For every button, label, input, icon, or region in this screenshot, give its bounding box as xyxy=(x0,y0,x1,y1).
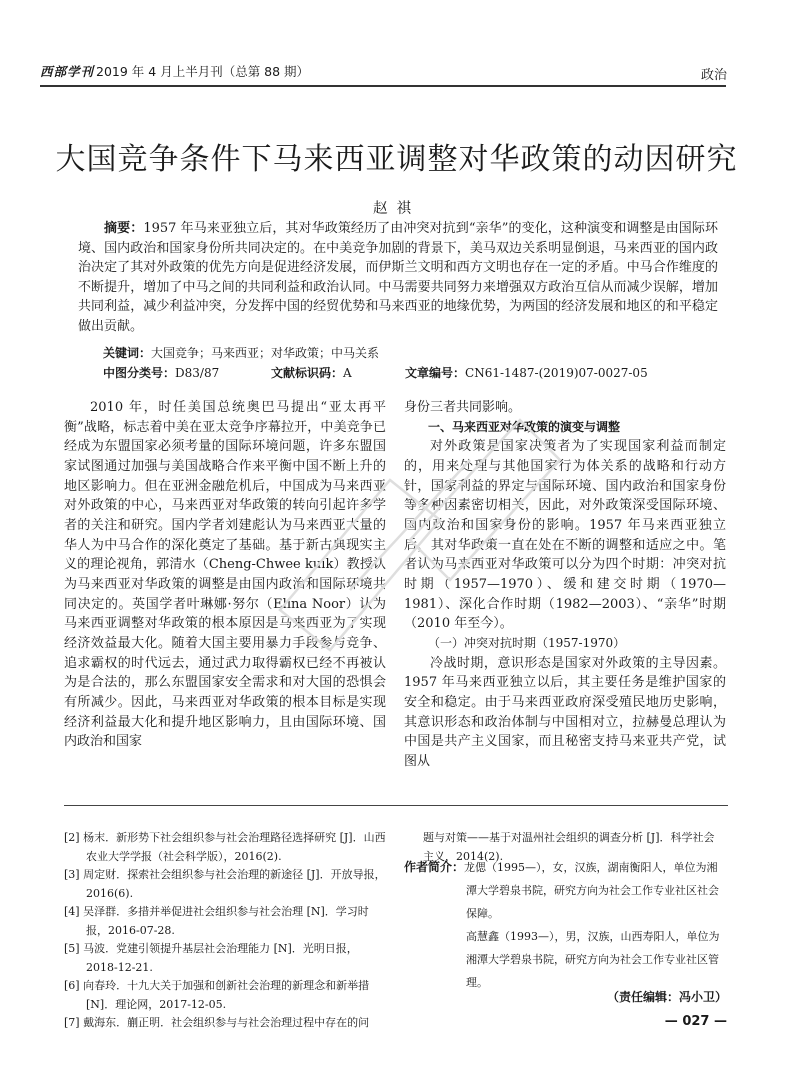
author-bio-2: 高慧鑫（1993—），男，汉族，山西寿阳人，单位为湘潭大学碧泉书院，研究方向为社会工作专业社区管理。 xyxy=(466,930,720,989)
footnote-divider xyxy=(64,805,728,806)
body-paragraph: 对外政策是国家决策者为了实现国家利益而制定的，用来处理与其他国家行为体关系的战略和行动方针，国家利益的界定与国际环境、国内政治和国家身份等多种因素密切相关，因此，对外政策深受国际环境、国内政治和国家身份的影响。1957 年马来西亚独立后，其对华政策一直在处在不断的调整和适应之中。笔者认为马来西亚对华政策可以分为四个时期：冲突对抗时期（1957—1970）、缓和建交时期（1970—1981）、深化合作时期（1982—2003）、“亲华”时期（2010 年至今）。 xyxy=(404,439,726,632)
header-divider xyxy=(40,85,726,87)
body-paragraph-continued: 身份三者共同影响。 xyxy=(404,400,522,415)
abstract xyxy=(78,219,718,337)
article-number xyxy=(405,364,648,381)
subsection-heading: （一）冲突对抗时期（1957-1970） xyxy=(428,635,626,650)
reference-continued: 题与对策——基于对温州社会组织的调查分析 [J]．科学社会主义，2014(2). xyxy=(423,831,715,863)
clc-number xyxy=(103,364,219,381)
body-paragraph: 2010 年，时任美国总统奥巴马提出“亚太再平衡”战略，标志着中美在亚太竞争序幕拉开，中美竞争已经成为东盟国家必须考量的国际环境问题，许多东盟国家试图通过加强与美国战略合作来平衡中国不断上升的地区影响力。但在亚洲金融危机后，中国成为马来西亚对外政策的中心，马来西亚对华政策的转向引起许多学者的关注和研究。国内学者刘建彪认为马来西亚大量的华人为中马合作的深化奠定了基础。基于新古典现实主义的理论视角，郭清水（Cheng-Chwee kuik）教授认为马来西亚对华政策的调整是由国内政治和国际环境共同决定的。英国学者叶琳娜·努尔（Elina Noor）认为马来西亚调整对华政策的根本原因是马来西亚为了实现经济效益最大化。随着大国主要用暴力手段参与竞争、追求霸权的时代远去，通过武力取得霸权已经不再被认为是合法的，那么东盟国家安全需求和对大国的恐惧会有所减少。因此，马来西亚对华政策的根本目标是实现经济利益最大化和提升地区影响力，且由国际环境、国内政治和国家 xyxy=(64,400,386,750)
section-label: 政治 xyxy=(700,68,727,83)
running-header xyxy=(40,62,309,80)
article-author: 赵祺 xyxy=(373,201,420,217)
body-column-right xyxy=(404,398,726,771)
reference-item: [3] 周定财．探索社会组织参与社会治理的新途径 [J]．开放导报，2016(6). xyxy=(64,868,386,900)
author-bio-text: 龙偲（1995—），女，汉族，湖南衡阳人，单位为湘潭大学碧泉书院，研究方向为社会工作专业社区社会保障。 xyxy=(464,861,719,920)
document-code xyxy=(271,364,352,381)
abstract-text: 1957 年马来亚独立后，其对华政策经历了由冲突对抗到“亲华”的变化，这种演变和调整是由国际环境、国内政治和国家身份所共同决定的。在中美竞争加剧的背景下，美马双边关系明显倒退，马来西亚的国内政治决定了其对外政策的优先方向是促进经济发展，而伊斯兰文明和西方文明也存在一定的矛盾。中马合作维度的不断提升，增加了中马之间的共同利益和政治认同。中马需要共同努力来增强双方政治互信从而减少误解，增加共同利益，减少利益冲突，分发挥中国的经贸优势和马来西亚的地缘优势，为两国的经济发展和地区的和平稳定做出贡献。 xyxy=(78,221,718,334)
article-no-value: CN61-1487-(2019)07-0027-05 xyxy=(465,366,648,380)
reference-item: [6] 向春玲．十九大关于加强和创新社会治理的新理念和新举措 [N]．理论网，2017-12-05. xyxy=(64,979,370,1011)
article-title: 大国竞争条件下马来西亚调整对华政策的动因研究 xyxy=(55,142,738,177)
editor-credit: （责任编辑：冯小卫） xyxy=(606,990,727,1004)
clc-label: 中图分类号： xyxy=(103,366,176,380)
author-bio xyxy=(404,856,726,994)
clc-value: D83/87 xyxy=(175,366,220,380)
reference-item: [5] 马波．党建引领提升基层社会治理能力 [N]．光明日报，2018-12-21. xyxy=(64,942,358,974)
keywords-text: 大国竞争；马来西亚；对华政策；中马关系 xyxy=(151,346,380,360)
abstract-label: 摘要： xyxy=(104,221,144,236)
reference-item: [2] 杨末．新形势下社会组织参与社会治理路径选择研究 [J]．山西农业大学学报（社会科学版），2016(2). xyxy=(64,831,386,863)
reference-item: [4] 吴泽群．多措并举促进社会组织参与社会治理 [N]．学习时报，2016-07-28. xyxy=(64,905,369,937)
author-bio-label: 作者简介： xyxy=(404,860,465,874)
issue-info: 2019 年 4 月上半月刊（总第 88 期） xyxy=(96,64,310,79)
doc-code-value: A xyxy=(343,366,352,380)
article-no-label: 文章编号： xyxy=(405,366,466,380)
reference-list xyxy=(64,829,386,1033)
body-column-left xyxy=(64,398,386,752)
author-bio-1 xyxy=(404,856,726,925)
page-number: — 027 — xyxy=(664,1014,727,1029)
keywords xyxy=(103,344,379,361)
doc-code-label: 文献标识码： xyxy=(271,366,344,380)
journal-logo: 西部学刊 xyxy=(40,64,95,79)
reference-item: [7] 戴海东．蒯正明．社会组织参与与社会治理过程中存在的问 xyxy=(64,1016,370,1029)
keywords-label: 关键词： xyxy=(103,346,152,360)
body-paragraph: 冷战时期，意识形态是国家对外政策的主导因素。1957 年马来西亚独立以后，其主要任务是维护国家的安全和稳定。由于马来西亚政府深受殖民地历史影响，其意识形态和政治体制与中国相对立，拉赫曼总理认为中国是共产主义国家，而且秘密支持马来亚共产党，试图从 xyxy=(404,655,726,769)
section-heading: 一、马来西亚对华政策的演变与调整 xyxy=(428,419,621,434)
